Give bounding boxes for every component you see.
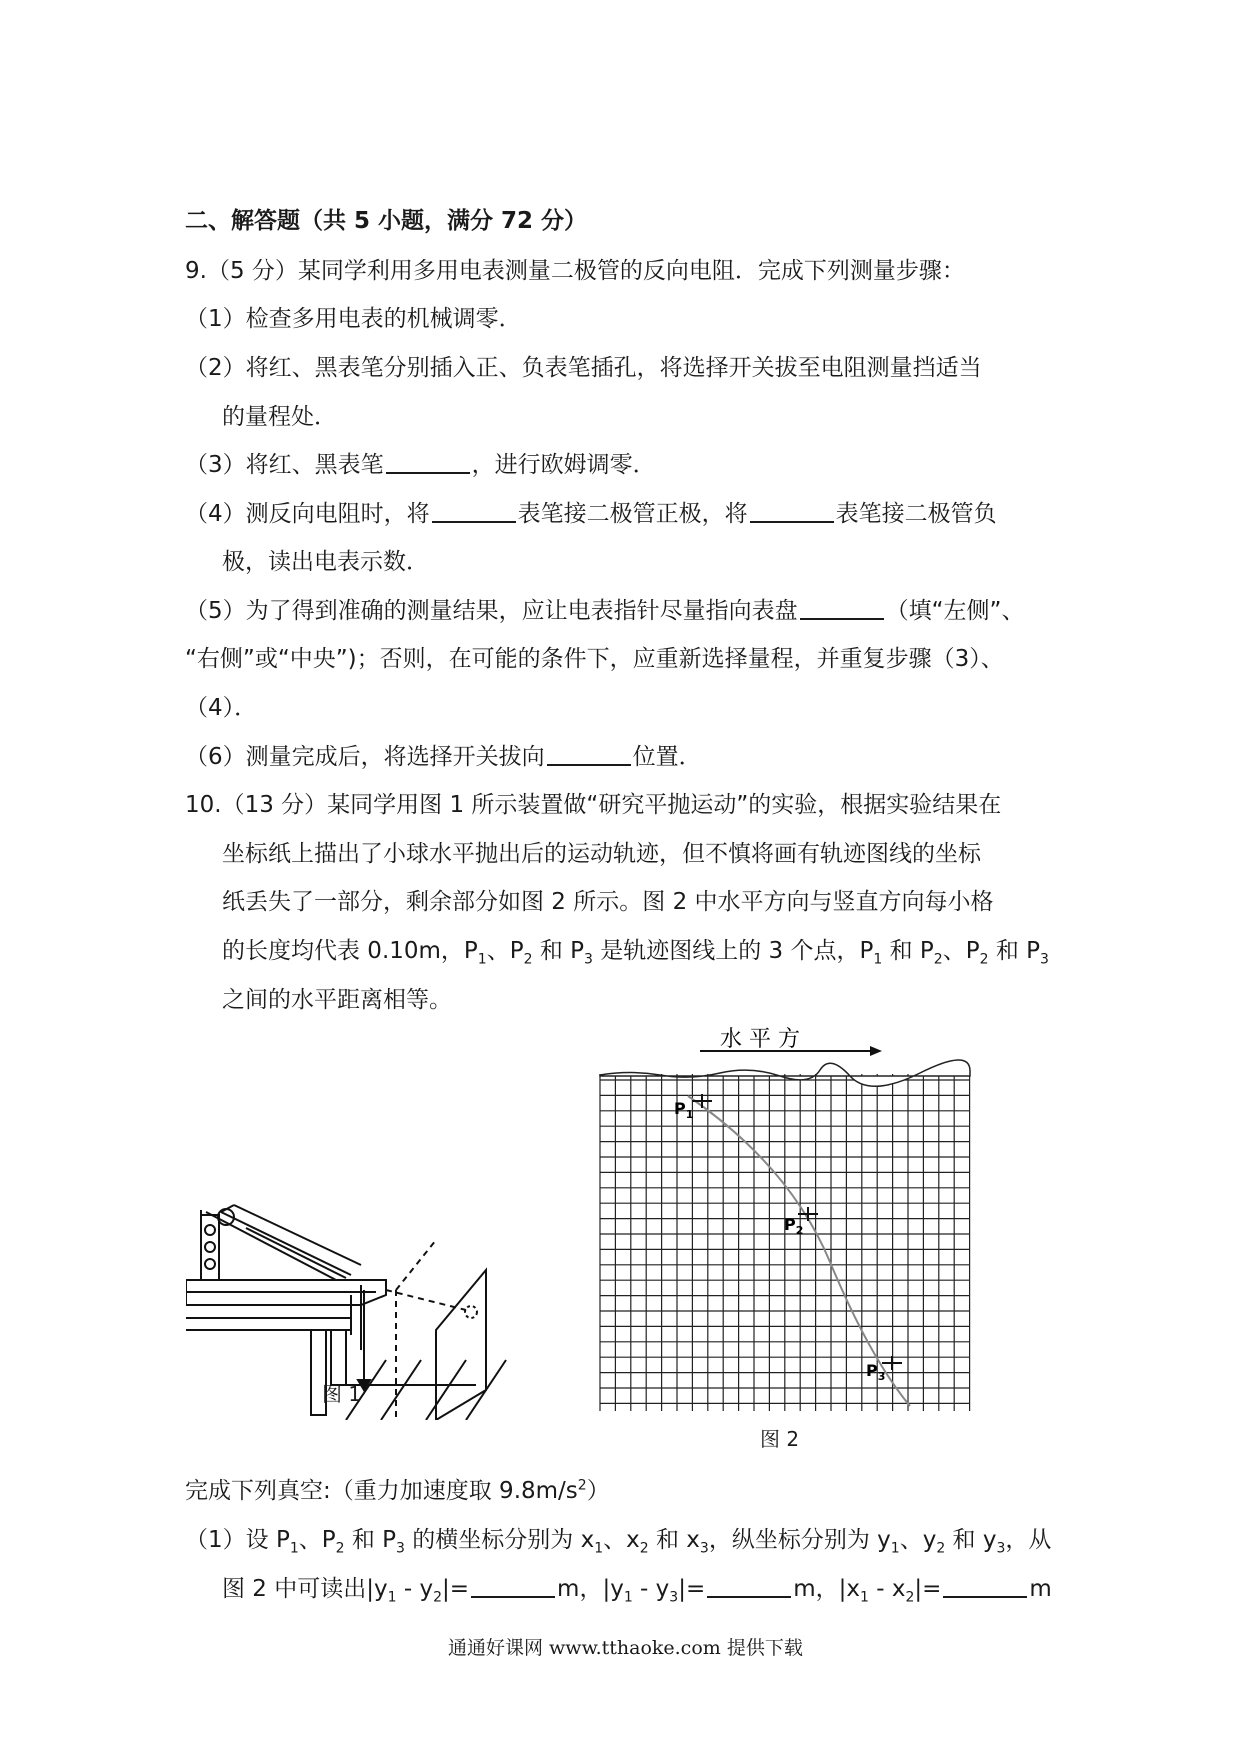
q9-step6-text: 位置． (632, 744, 702, 770)
subscript: 2 (335, 1540, 345, 1557)
figure-1-apparatus (186, 1040, 546, 1420)
subscript: 1 (890, 1540, 900, 1557)
text: |= (914, 1576, 942, 1602)
answer-blank[interactable] (800, 596, 884, 620)
text: m (1029, 1576, 1052, 1602)
point-p2-label: $P_2$ (784, 1215, 804, 1237)
text: 、x (603, 1527, 640, 1553)
text: - y (632, 1576, 670, 1602)
horizontal-direction-label: 水 平 方 (720, 1027, 800, 1052)
subscript: 1 (594, 1540, 604, 1557)
subscript: 3 (669, 1589, 679, 1606)
text: 、y (899, 1527, 937, 1553)
q9-step6 (185, 742, 702, 772)
answer-blank[interactable] (432, 499, 516, 523)
text: 和 y (945, 1527, 997, 1553)
q9-step4-text: 表笔接二极管正极，将 (517, 501, 748, 527)
q9-step5-text: （填“左侧”、 (885, 598, 1025, 624)
page-footer: 通通好课网 www.tthaoke.com 提供下载 (448, 1637, 803, 1659)
q9-step6-text: （6）测量完成后，将选择开关拔向 (185, 744, 545, 770)
text: 和 P (344, 1527, 397, 1553)
text: |= (678, 1576, 706, 1602)
subscript: 3 (996, 1540, 1006, 1557)
arrow-head-icon (870, 1046, 882, 1056)
q10-fill-instruction (185, 1476, 610, 1506)
subscript: 2 (523, 951, 533, 968)
subscript: 1 (873, 951, 883, 968)
q9-step5 (185, 596, 1024, 626)
q9-step4-text: （4）测反向电阻时，将 (185, 501, 430, 527)
q9-step2-cont: 的量程处． (222, 404, 337, 430)
text: 图 2 中可读出|y (222, 1576, 388, 1602)
q10-stem-line4 (222, 936, 1049, 966)
q10-stem-line1: 10.（13 分）某同学用图 1 所示装置做“研究平抛运动”的实验，根据实验结果在 (185, 792, 1002, 818)
figure-1-caption: 图 1 (322, 1382, 362, 1406)
text: m，|y (557, 1576, 624, 1602)
answer-blank[interactable] (547, 742, 631, 766)
q9-stem: 9.（5 分）某同学利用多用电表测量二极管的反向电阻．完成下列测量步骤： (185, 258, 965, 284)
subscript: 2 (433, 1589, 443, 1606)
answer-blank[interactable] (707, 1574, 791, 1598)
text: 是轨迹图线上的 3 个点，P (592, 938, 874, 964)
q9-step4-cont: 极，读出电表示数． (222, 549, 429, 575)
text: - y (396, 1576, 434, 1602)
subscript: 1 (387, 1589, 397, 1606)
answer-blank[interactable] (386, 450, 470, 474)
text: 的长度均代表 0.10m，P (222, 938, 478, 964)
subscript: 2 (933, 951, 943, 968)
q9-step2: （2）将红、黑表笔分别插入正、负表笔插孔，将选择开关拔至电阻测量挡适当 (185, 355, 982, 381)
q9-step4 (185, 499, 997, 529)
text: 和 P (988, 938, 1041, 964)
answer-blank[interactable] (943, 1574, 1027, 1598)
q9-step5-text: （5）为了得到准确的测量结果，应让电表指针尽量指向表盘 (185, 598, 798, 624)
figure-2-caption: 图 2 (760, 1427, 800, 1451)
subscript: 2 (979, 951, 989, 968)
q10-stem-line3: 纸丢失了一部分，剩余部分如图 2 所示。图 2 中水平方向与竖直方向每小格 (222, 889, 994, 915)
section-title: 二、解答题（共 5 小题，满分 72 分） (185, 208, 588, 234)
q9-step5-cont: “右侧”或“中央”)；否则，在可能的条件下，应重新选择量程，并重复步骤（3）、 (185, 646, 1004, 672)
answer-blank[interactable] (471, 1574, 555, 1598)
q9-step3-text-end: ，进行欧姆调零． (471, 452, 656, 478)
text: 和 P (882, 938, 934, 964)
q10-stem-line2: 坐标纸上描出了小球水平抛出后的运动轨迹，但不慎将画有轨迹图线的坐标 (222, 841, 981, 867)
subscript: 3 (699, 1540, 709, 1557)
q9-step3-text: （3）将红、黑表笔 (185, 452, 384, 478)
text: 、P (298, 1527, 336, 1553)
text: 完成下列真空:（重力加速度取 9.8m/s (185, 1478, 578, 1504)
text: 和 P (532, 938, 585, 964)
point-p3-label: $P_3$ (866, 1361, 886, 1383)
q9-step5-cont2: （4）． (185, 695, 258, 721)
point-p1-label: $P_1$ (674, 1099, 694, 1121)
subscript: 2 (936, 1540, 946, 1557)
figure-2-grid (590, 1026, 990, 1416)
text: m，|x (793, 1576, 860, 1602)
text: ，纵坐标分别为 y (708, 1527, 891, 1553)
subscript: 1 (860, 1589, 869, 1606)
q9-step3 (185, 450, 656, 480)
text: ，从 (1005, 1527, 1052, 1553)
subscript: 3 (584, 951, 593, 968)
text: 的横坐标分别为 x (404, 1527, 595, 1553)
text: （1）设 P (185, 1527, 290, 1553)
q10-sub1-line2 (222, 1574, 1052, 1604)
q10-stem-line5: 之间的水平距离相等。 (222, 987, 452, 1013)
text: 、P (486, 938, 524, 964)
q9-step4-text: 表笔接二极管负 (835, 501, 997, 527)
subscript: 1 (289, 1540, 299, 1557)
superscript: 2 (577, 1477, 587, 1494)
subscript: 1 (623, 1589, 633, 1606)
text: - x (868, 1576, 906, 1602)
text: 和 x (648, 1527, 700, 1553)
subscript: 2 (905, 1589, 915, 1606)
q9-step1: （1）检查多用电表的机械调零． (185, 306, 522, 332)
answer-blank[interactable] (750, 499, 834, 523)
q10-sub1-line1 (185, 1525, 1051, 1555)
subscript: 1 (477, 951, 487, 968)
text: ） (586, 1478, 610, 1504)
subscript: 3 (1040, 951, 1049, 968)
text: 、P (942, 938, 980, 964)
text: |= (442, 1576, 470, 1602)
subscript: 2 (639, 1540, 649, 1557)
subscript: 3 (396, 1540, 405, 1557)
